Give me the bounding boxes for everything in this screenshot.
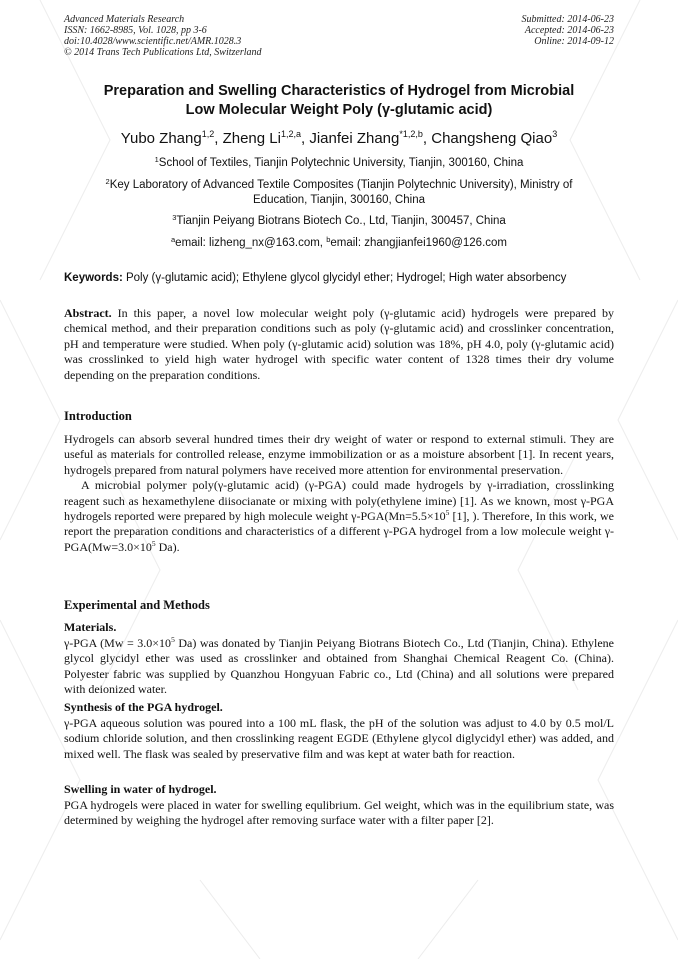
keywords-text: Poly (γ-glutamic acid); Ethylene glycol glycidyl ether; Hydrogel; High water absorbency	[122, 272, 567, 284]
superscript: 5	[171, 635, 175, 644]
section-heading-experimental: Experimental and Methods	[64, 598, 210, 612]
publication-dates	[522, 14, 615, 47]
author-affiliation-mark: *1,2,b	[399, 129, 423, 139]
copyright: © 2014 Trans Tech Publications Ltd, Switzerland	[64, 47, 262, 58]
subheading-synthesis: Synthesis of the PGA hydrogel.	[64, 700, 223, 714]
materials-text: γ-PGA (Mw = 3.0×10	[64, 636, 172, 650]
publication-info	[64, 14, 262, 58]
affiliation-text: Education, Tianjin, 300160, China	[253, 194, 425, 206]
synthesis-body	[64, 716, 614, 762]
section-heading-introduction: Introduction	[64, 409, 132, 423]
subheading-materials: Materials.	[64, 620, 117, 634]
author-name: Changsheng Qiao	[431, 130, 553, 147]
author-separator: ,	[422, 130, 432, 147]
affiliation-1	[64, 156, 614, 171]
online-date: Online: 2014-09-12	[534, 36, 614, 47]
author-affiliation-mark: 1,2	[201, 129, 215, 139]
journal-name: Advanced Materials Research	[64, 14, 185, 25]
affiliation-number: 2	[105, 177, 110, 186]
keywords	[64, 271, 624, 286]
intro-text: Da).	[155, 539, 180, 554]
email-mark: a	[171, 235, 176, 244]
accepted-date: Accepted: 2014-06-23	[524, 25, 614, 36]
author-affiliation-mark: 1,2,a	[280, 129, 301, 139]
affiliation-text: Key Laboratory of Advanced Textile Composites (Tianjin Polytechnic University), Ministry of	[109, 179, 573, 191]
affiliation-3	[64, 214, 614, 229]
author-name: Yubo Zhang	[120, 130, 202, 147]
author-separator: ,	[300, 130, 310, 147]
author-name: Zheng Li	[222, 130, 281, 147]
title-line-2: Low Molecular Weight Poly (γ-glutamic acid)	[185, 102, 493, 118]
author-separator: ,	[214, 130, 223, 147]
keywords-label: Keywords:	[64, 272, 123, 284]
intro-text: [1], ). Therefore, In this work, we report the preparation conditions and characteristics of a different γ-PGA hydrogel from a low molecule weight γ-PGA(Mw=3.0×10	[64, 509, 614, 554]
submitted-date: Submitted: 2014-06-23	[521, 14, 614, 25]
email-text: email: zhangjianfei1960@126.com	[330, 237, 507, 249]
introduction-body	[64, 432, 614, 555]
abstract	[64, 306, 614, 383]
email-text: email: lizheng_nx@163.com,	[175, 237, 327, 249]
author-affiliation-mark: 3	[552, 129, 558, 139]
affiliation-number: 1	[154, 155, 159, 164]
title-line-1: Preparation and Swelling Characteristics of Hydrogel from Microbial	[103, 83, 575, 99]
materials-text: Da) was donated by Tianjin Peiyang Biotrans Biotech Co., Ltd (Tianjin, China). Ethylene glycol glycidyl ether was used as crosslinker and obtained from Shanghai Chemical Reagent Co. (China). Polyester fabric was supplied by Quanzhou Hongyuan Fabric co., Ltd (China) and all solutions were prepared with deionized water.	[64, 636, 615, 697]
intro-text: A microbial polymer poly(γ-glutamic acid) (γ-PGA) could made hydrogels by γ-irradiation, crosslinking reagent such as hexamethylene diisocianate or mixing with poly(ethylene imine) [1]. As we known, most γ-PGA hydrogels reported were prepared by high molecule weight γ-PGA(Mn=5.5×10	[64, 478, 614, 524]
affiliation-text: Tianjin Peiyang Biotrans Biotech Co., Ltd, Tianjin, 300457, China	[176, 215, 506, 227]
superscript: 5	[445, 508, 450, 518]
superscript: 5	[151, 538, 156, 548]
materials-body	[64, 636, 614, 698]
abstract-text: In this paper, a novel low molecular weight poly (γ-glutamic acid) hydrogels were prepared by chemical method, and their preparation conditions such as poly (γ-glutamic acid) and crosslinker concentration, pH and temperature were studied. When poly (γ-glutamic acid) solution was 18%, pH 4.0, poly (γ-glutamic acid) was crosslinked to yield high water hydrogel with specific water content of 1328 times their dry volume depending on the preparation conditions.	[64, 306, 614, 382]
intro-paragraph-2	[64, 478, 614, 555]
swelling-body	[64, 798, 614, 829]
author-name: Jianfei Zhang	[309, 130, 400, 147]
issn: ISSN: 1662-8985, Vol. 1028, pp 3-6	[64, 25, 207, 36]
synthesis-text: γ-PGA aqueous solution was poured into a 100 mL flask, the pH of the solution was adjust to 4.0 by 0.5 mol/L sodium chloride solution, and then crosslinking reagent EGDE (Ethylene glycol diglycidyl ether) was added, and mixed well. The flask was sealed by preservative film and was kept at water bath for reaction.	[64, 716, 614, 761]
email-mark: b	[326, 235, 331, 244]
doi: doi:10.4028/www.scientific.net/AMR.1028.3	[64, 36, 242, 47]
author-list	[64, 130, 614, 148]
affiliation-text: School of Textiles, Tianjin Polytechnic University, Tianjin, 300160, China	[158, 157, 524, 169]
abstract-label: Abstract.	[64, 306, 112, 320]
author-emails	[64, 236, 614, 251]
affiliation-2	[64, 178, 614, 208]
paper-title	[64, 82, 614, 120]
intro-paragraph-1: Hydrogels can absorb several hundred times their dry weight of water or respond to external stimuli. They are useful as materials for controlled release, enzyme immobilization or as a moisture absorbent [1]. In recent years, hydrogels prepared from natural polymers have received more attention for environmental preservation.	[64, 432, 614, 477]
swelling-text: PGA hydrogels were placed in water for swelling equlibrium. Gel weight, which was in the equilibrium state, was determined by weighing the hydrogel after removing surface water with a filter paper [2].	[64, 798, 614, 828]
subheading-swelling: Swelling in water of hydrogel.	[64, 782, 217, 796]
affiliation-number: 3	[172, 213, 177, 222]
